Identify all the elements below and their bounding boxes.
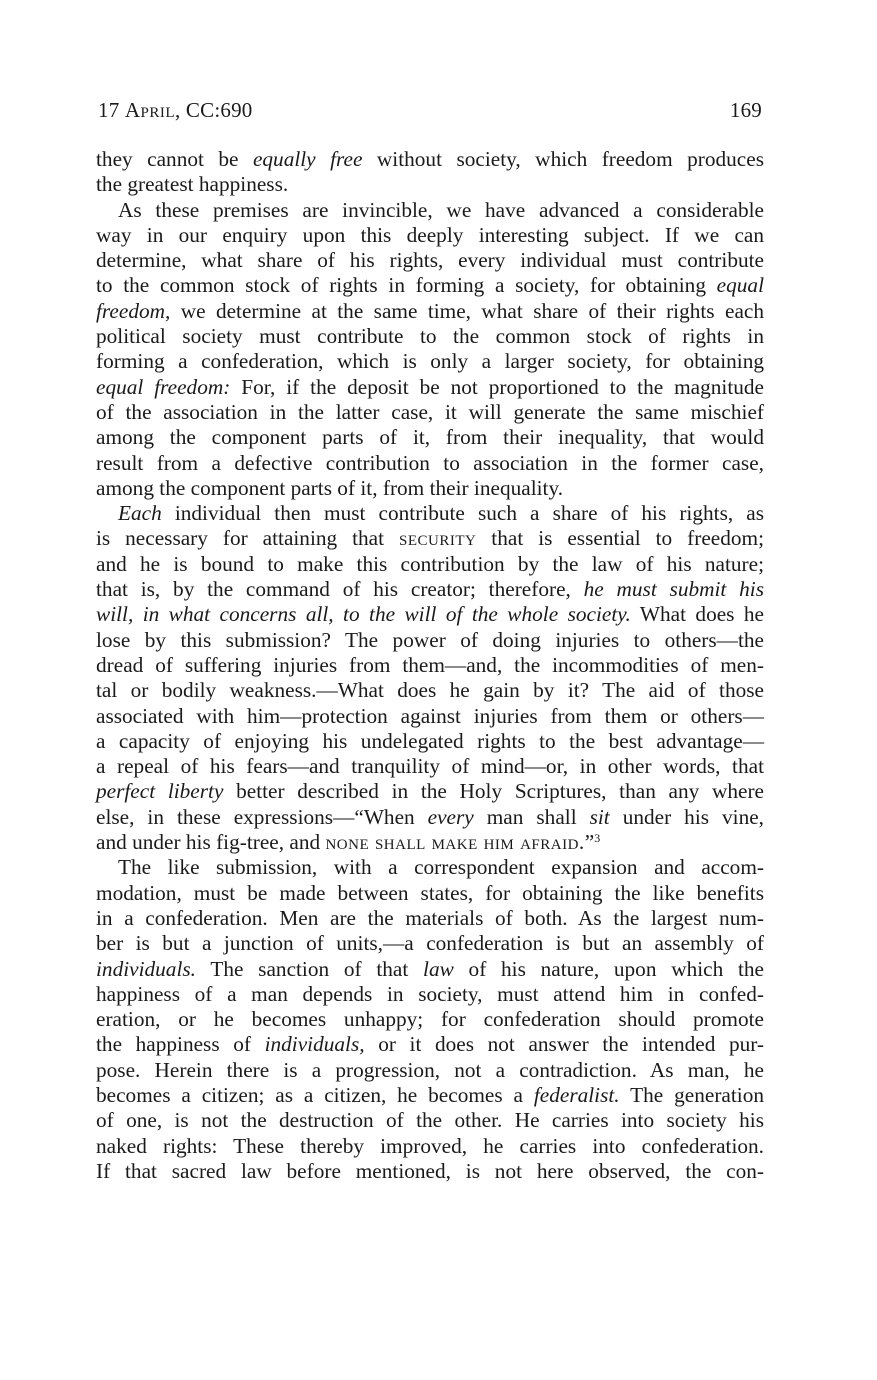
italic-text: federalist. (533, 1082, 620, 1107)
text-line: As these premises are invincible, we have advanced a considerable (118, 197, 764, 222)
paragraph (96, 501, 764, 855)
text-line: associated with him—protection against injuries from them or others— (96, 703, 764, 728)
text-line: else, in these expressions—“When every man shall sit under his vine, (96, 804, 764, 829)
text-line: among the component parts of it, from their inequality. (96, 475, 564, 500)
italic-text: law (423, 956, 454, 981)
italic-text: individuals, (264, 1032, 365, 1057)
text-line: naked rights: These thereby improved, he carries into confederation. (96, 1133, 764, 1158)
text-line: that is, by the command of his creator; therefore, he must submit his (96, 577, 764, 602)
text-line: Each individual then must contribute such a share of his rights, as (118, 501, 764, 526)
text-line: forming a confederation, which is only a larger society, for obtaining (96, 349, 764, 374)
text-line: and he is bound to make this contribution by the law of his nature; (96, 551, 764, 576)
text-line: The like submission, with a correspondent expansion and accom- (118, 855, 764, 880)
text-line: equal freedom: For, if the deposit be not proportioned to the magnitude (96, 374, 765, 399)
text-line: a repeal of his fears—and tranquility of mind—or, in other words, that (96, 754, 764, 779)
text-line: to the common stock of rights in forming a society, for obtaining equal (96, 273, 764, 298)
italic-text: will, in what concerns all, to the will of the whole society. (96, 602, 631, 627)
page-number: 169 (729, 98, 762, 122)
body-text (96, 147, 764, 1184)
text-line: of one, is not the destruction of the other. He carries into society his (96, 1108, 764, 1133)
text-line: becomes a citizen; as a citizen, he becomes a federalist. The generation (96, 1082, 764, 1107)
text-line: dread of suffering injuries from them—and, the incommodities of men- (96, 652, 764, 677)
text-line: they cannot be equally free without society, which freedom produces (96, 147, 764, 171)
italic-text: equal freedom: (96, 374, 231, 399)
text-line: individuals. The sanction of that law of his nature, upon which the (96, 956, 764, 981)
paragraph (96, 147, 764, 198)
text-line: of the association in the latter case, it will generate the same mischief (96, 399, 764, 424)
text-line: among the component parts of it, from their inequality, that would (96, 425, 764, 450)
small-caps-text: security (399, 526, 477, 551)
text-line: the happiness of individuals, or it does not answer the intended pur- (96, 1032, 765, 1057)
paragraph (96, 855, 764, 1184)
text-line: political society must contribute to the common stock of rights in (96, 324, 764, 349)
text-line: freedom, we determine at the same time, what share of their rights each (96, 298, 764, 323)
text-line: and under his fig-tree, and none shall make him afraid.”$^3$ (96, 830, 601, 855)
text-line: happiness of a man depends in society, must attend him in confed- (96, 981, 764, 1006)
small-caps-text: none shall make him afraid. (325, 830, 585, 855)
footnote-marker[interactable]: 3 (594, 831, 601, 846)
italic-text: sit (589, 804, 610, 829)
text-line: ber is but a junction of units,—a confederation is but an assembly of (96, 931, 764, 956)
text-line: modation, must be made between states, for obtaining the like benefits (96, 880, 764, 905)
text-line: is necessary for attaining that security that is essential to freedom; (96, 526, 765, 551)
text-line: in a confederation. Men are the materials of both. As the largest num- (96, 905, 764, 930)
italic-text: individuals. (96, 956, 196, 981)
italic-text: equally free (252, 147, 363, 171)
italic-text: every (427, 804, 474, 829)
running-head-left: 17 April, CC:690 (98, 98, 253, 122)
text-line: the greatest happiness. (96, 172, 289, 197)
italic-text: perfect liberty (96, 779, 224, 804)
running-head (96, 98, 764, 128)
text-line: perfect liberty better described in the Holy Scriptures, than any where (96, 779, 765, 804)
text-line: determine, what share of his rights, every individual must contribute (96, 248, 764, 273)
text-line: pose. Herein there is a progression, not a contradiction. As man, he (96, 1057, 764, 1082)
document-page (96, 98, 764, 1184)
italic-text: he must submit his (583, 577, 764, 602)
text-line: eration, or he becomes unhappy; for confederation should promote (96, 1007, 764, 1032)
italic-text: freedom, (96, 298, 171, 323)
paragraph (96, 198, 764, 502)
text-line: a capacity of enjoying his undelegated rights to the best advantage— (96, 728, 764, 753)
italic-text: equal (716, 273, 764, 298)
text-line: way in our enquiry upon this deeply interesting subject. If we can (96, 222, 764, 247)
text-line: lose by this submission? The power of doing injuries to others—the (96, 627, 764, 652)
text-line: tal or bodily weakness.—What does he gain by it? The aid of those (96, 678, 764, 703)
text-line: If that sacred law before mentioned, is not here observed, the con- (96, 1158, 764, 1183)
italic-text: Each (118, 501, 162, 526)
text-line: result from a defective contribution to association in the former case, (96, 450, 764, 475)
text-line: will, in what concerns all, to the will of the whole society. What does he (96, 602, 764, 627)
